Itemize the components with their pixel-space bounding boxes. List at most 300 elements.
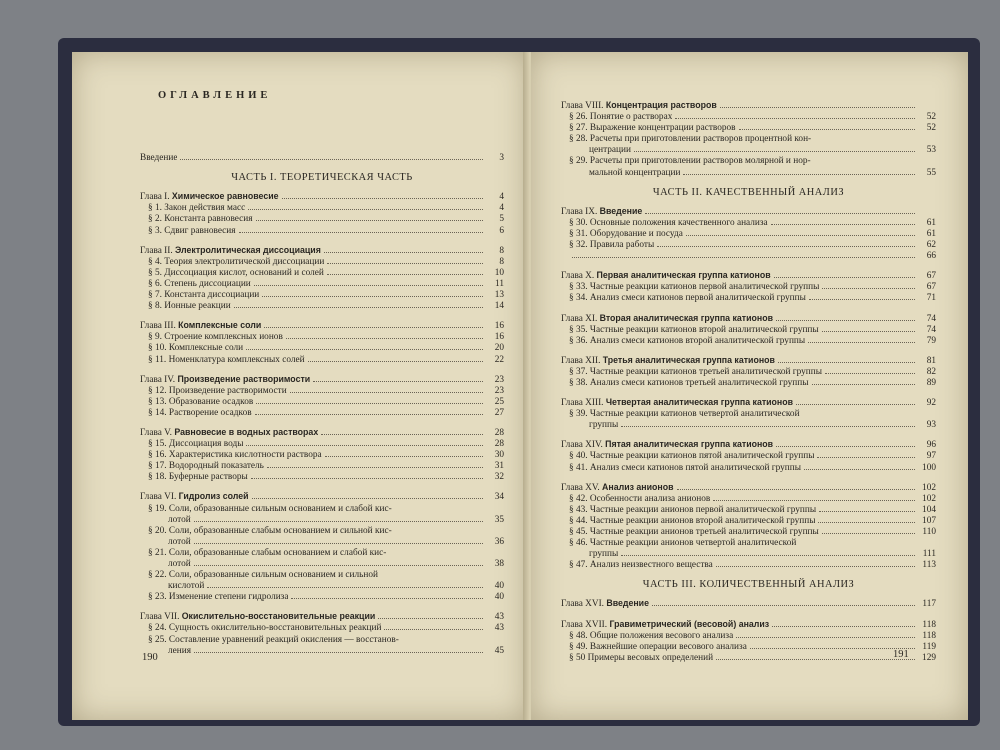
- section-title: § 25. Составление уравнений реакций окисления — восстанов-: [148, 634, 399, 645]
- section-title: § 6. Степень диссоциации: [148, 278, 251, 289]
- chapter-entry[interactable]: [561, 206, 936, 218]
- section-entry[interactable]: [140, 472, 504, 483]
- section-title: § 10. Комплексные соли: [148, 343, 244, 354]
- chapter-entry[interactable]: [561, 439, 936, 451]
- section-title: § 50 Примеры весовых определений: [569, 652, 714, 663]
- dot-leader: [251, 478, 483, 479]
- section-title: § 1. Закон действия масс: [148, 203, 246, 214]
- dot-leader: [621, 555, 915, 556]
- section-entry[interactable]: [140, 397, 504, 408]
- dot-leader: [207, 587, 483, 588]
- section-entry[interactable]: [561, 240, 936, 251]
- chapter-title: [140, 374, 310, 386]
- section-entry[interactable]: [561, 336, 936, 347]
- chapter-title: [561, 206, 642, 218]
- section-page: 31: [494, 461, 504, 472]
- section-entry[interactable]: [561, 538, 936, 549]
- section-page: 14: [494, 301, 504, 312]
- section-page: 53: [926, 145, 936, 156]
- section-entry[interactable]: [561, 409, 936, 420]
- dot-leader: [736, 637, 915, 638]
- chapter-title: [561, 100, 717, 112]
- section-title: § 49. Важнейшие операции весового анализа: [569, 641, 747, 652]
- dot-leader: [739, 129, 915, 130]
- chapter-title: [561, 313, 773, 325]
- section-entry[interactable]: [561, 134, 936, 145]
- dot-leader: [808, 342, 915, 343]
- section-entry[interactable]: [561, 218, 936, 229]
- chapter-name: Четвертая аналитическая группа катионов: [605, 397, 794, 408]
- section-title: § 48. Общие положения весового анализа: [569, 630, 734, 641]
- left-page: [72, 52, 527, 720]
- section-entry[interactable]: [140, 257, 504, 268]
- section-entry[interactable]: [561, 367, 936, 378]
- right-page: [531, 52, 968, 720]
- dot-leader: [645, 213, 915, 214]
- section-page: 89: [926, 377, 936, 388]
- section-entry[interactable]: [140, 623, 504, 634]
- section-title: § 28. Расчеты при приготовлении растворов процентной кон-: [569, 134, 812, 145]
- section-title-continued: мальной концентрации: [589, 167, 681, 178]
- section-title: § 33. Частные реакции катионов первой аналитической группы: [569, 282, 820, 293]
- dot-leader: [262, 296, 483, 297]
- section-entry[interactable]: [140, 592, 504, 603]
- section-title: § 8. Ионные реакции: [148, 301, 231, 312]
- chapter-title: [561, 397, 793, 409]
- dot-leader: [812, 384, 916, 385]
- section-entry[interactable]: [561, 463, 936, 474]
- dot-leader: [256, 220, 483, 221]
- section-entry[interactable]: [140, 214, 504, 225]
- chapter-prefix: Глава II.: [140, 245, 173, 256]
- section-page: 30: [494, 450, 504, 461]
- section-entry[interactable]: [140, 355, 504, 366]
- chapter-title: [140, 191, 279, 203]
- section-entry[interactable]: [140, 526, 504, 537]
- section-entry[interactable]: [561, 560, 936, 571]
- section-entry[interactable]: [561, 123, 936, 134]
- section-page: 82: [926, 366, 936, 377]
- section-page: 102: [922, 493, 936, 504]
- dot-leader: [720, 107, 915, 108]
- chapter-page: 67: [926, 271, 936, 282]
- dot-leader: [252, 498, 483, 499]
- section-page: 25: [494, 396, 504, 407]
- section-entry[interactable]: [561, 378, 936, 389]
- section-page: 100: [922, 462, 936, 473]
- section-page: 22: [494, 354, 504, 365]
- section-title: § 2. Константа равновесия: [148, 214, 253, 225]
- section-entry[interactable]: [561, 516, 936, 527]
- section-page: 118: [922, 630, 936, 641]
- section-page: 71: [926, 293, 936, 304]
- dot-leader: [384, 629, 483, 630]
- section-page: 11: [495, 278, 504, 289]
- chapter-prefix: Глава XIV.: [561, 440, 603, 451]
- section-page: 52: [926, 112, 936, 123]
- chapter-entry[interactable]: [140, 374, 504, 386]
- dot-leader: [246, 445, 483, 446]
- section-entry[interactable]: [140, 386, 504, 397]
- dot-leader: [796, 404, 915, 405]
- dot-leader: [378, 618, 483, 619]
- dot-leader: [809, 299, 915, 300]
- dot-leader: [194, 565, 483, 566]
- dot-leader: [822, 533, 915, 534]
- section-page: 113: [922, 560, 936, 571]
- section-page: 74: [926, 324, 936, 335]
- chapter-entry[interactable]: [140, 320, 504, 332]
- section-title-continued: лотой: [168, 559, 191, 569]
- chapter-page: 81: [926, 355, 936, 366]
- chapter-name: Гравиметрический (весовой) анализ: [609, 618, 770, 629]
- section-page: 36: [494, 536, 504, 547]
- chapter-prefix: Глава I.: [140, 192, 170, 203]
- section-entry-continued[interactable]: [561, 145, 936, 156]
- section-title: § 31. Оборудование и посуда: [569, 228, 683, 239]
- chapter-page: 92: [926, 398, 936, 409]
- section-page: 5: [499, 214, 504, 225]
- chapter-entry[interactable]: [561, 598, 936, 610]
- dot-leader: [677, 489, 915, 490]
- section-page: 43: [494, 623, 504, 634]
- section-entry-continued[interactable]: [140, 646, 504, 657]
- section-title: § 7. Константа диссоциации: [148, 290, 260, 301]
- chapter-entry[interactable]: [140, 427, 504, 439]
- section-entry[interactable]: [140, 450, 504, 461]
- section-page: 104: [922, 504, 936, 515]
- chapter-prefix: Глава X.: [561, 271, 595, 282]
- dot-leader: [683, 174, 915, 175]
- chapter-prefix: Глава IV.: [140, 374, 176, 385]
- chapter-prefix: Глава VIII.: [561, 101, 604, 111]
- chapter-page: 28: [494, 427, 504, 438]
- section-title-continued: лотой: [168, 514, 191, 525]
- section-title: § 14. Растворение осадков: [148, 407, 252, 418]
- dot-leader: [716, 566, 915, 567]
- dot-leader: [572, 257, 915, 258]
- section-entry[interactable]: [140, 343, 504, 354]
- chapter-entry[interactable]: [561, 397, 936, 409]
- chapter-page: 117: [922, 599, 936, 610]
- part-heading: ЧАСТЬ I. ТЕОРЕТИЧЕСКАЯ ЧАСТЬ: [231, 172, 413, 184]
- section-page: 110: [922, 527, 936, 537]
- toc-left: [140, 90, 504, 657]
- chapter-prefix: Глава III.: [140, 321, 176, 332]
- chapter-page: 4: [499, 192, 504, 203]
- dot-leader: [180, 159, 483, 160]
- dot-leader: [818, 522, 915, 523]
- chapter-name: Гидролиз солей: [178, 491, 249, 502]
- section-entry[interactable]: [561, 642, 936, 653]
- section-entry[interactable]: [140, 635, 504, 646]
- section-title: § 30. Основные положения качественного анализа: [569, 217, 768, 228]
- section-entry-continued[interactable]: [561, 549, 936, 560]
- toc-title: ОГЛАВЛЕНИЕ: [158, 90, 272, 101]
- chapter-name: Анализ анионов: [602, 481, 674, 492]
- section-title: § 12. Произведение растворимости: [148, 385, 287, 396]
- section-entry[interactable]: [561, 494, 936, 505]
- dot-leader: [817, 457, 915, 458]
- section-title: § 23. Изменение степени гидролиза: [148, 592, 289, 603]
- dot-leader: [255, 414, 483, 415]
- section-entry-continued[interactable]: [140, 581, 504, 592]
- dot-leader: [621, 426, 915, 427]
- chapter-name: Химическое равновесие: [171, 191, 279, 202]
- chapter-prefix: Глава VII.: [140, 612, 180, 623]
- section-page: 107: [922, 515, 936, 526]
- section-page: 61: [926, 228, 936, 239]
- dot-leader: [634, 151, 915, 152]
- dot-leader: [713, 500, 915, 501]
- section-entry[interactable]: [140, 548, 504, 559]
- section-title: § 20. Соли, образованные слабым основанием и сильной кис-: [148, 525, 392, 536]
- chapter-entry[interactable]: [561, 313, 936, 325]
- dot-leader: [822, 331, 915, 332]
- dot-leader: [716, 659, 915, 660]
- chapter-entry[interactable]: [561, 482, 936, 494]
- chapter-page: 8: [499, 245, 504, 256]
- section-entry[interactable]: [140, 408, 504, 419]
- chapter-entry[interactable]: [561, 100, 936, 112]
- section-page: 32: [494, 472, 504, 483]
- section-title: § 17. Водородный показатель: [148, 461, 264, 472]
- chapter-page: 96: [926, 440, 936, 451]
- section-entry[interactable]: [140, 226, 504, 237]
- chapter-title: [561, 598, 649, 610]
- chapter-prefix: Глава XVI.: [561, 599, 605, 610]
- chapter-page: 118: [922, 619, 936, 630]
- dot-leader: [246, 349, 483, 350]
- section-entry[interactable]: [140, 332, 504, 343]
- section-title: § 40. Частные реакции катионов пятой аналитической группы: [569, 451, 815, 462]
- section-entry[interactable]: [140, 439, 504, 450]
- section-entry[interactable]: [140, 290, 504, 301]
- section-title: § 5. Диссоциация кислот, оснований и солей: [148, 267, 324, 278]
- section-entry[interactable]: [140, 504, 504, 515]
- section-title: § 29. Расчеты при приготовлении растворов молярной и нор-: [569, 156, 811, 167]
- section-title: § 45. Частные реакции анионов третьей аналитической группы: [569, 527, 819, 537]
- section-title-continued: кислотой: [168, 581, 205, 592]
- section-page: 6: [499, 225, 504, 236]
- dot-leader: [194, 521, 483, 522]
- dot-leader: [327, 263, 483, 264]
- chapter-title: [561, 619, 769, 631]
- chapter-entry[interactable]: [140, 245, 504, 257]
- dot-leader: [776, 446, 915, 447]
- dot-leader: [321, 434, 483, 435]
- section-page: 55: [926, 167, 936, 178]
- section-title-continued: лотой: [168, 536, 191, 547]
- section-page: 23: [494, 385, 504, 396]
- page-number-right: 191: [893, 649, 909, 660]
- section-title: § 35. Частные реакции катионов второй аналитической группы: [569, 324, 819, 335]
- chapter-title: [140, 427, 318, 439]
- section-entry[interactable]: [561, 653, 936, 664]
- section-page: 67: [926, 282, 936, 293]
- section-title-continued: ления: [168, 645, 191, 656]
- chapter-title: [140, 245, 321, 257]
- section-title-continued: группы: [589, 549, 619, 560]
- section-page: 119: [922, 641, 936, 652]
- chapter-name: Равновесие в водных растворах: [174, 426, 319, 437]
- section-title: § 42. Особенности анализа анионов: [569, 493, 711, 504]
- dot-leader: [234, 307, 483, 308]
- chapter-name: Электролитическая диссоциация: [175, 244, 321, 255]
- section-title: § 32. Правила работы: [569, 240, 655, 251]
- dot-leader: [675, 118, 915, 119]
- section-title: § 38. Анализ смеси катионов третьей аналитической группы: [569, 377, 809, 388]
- dot-leader: [313, 381, 483, 382]
- section-title: § 19. Соли, образованные сильным основанием и слабой кис-: [148, 503, 392, 514]
- section-entry[interactable]: [140, 279, 504, 290]
- dot-leader: [750, 648, 915, 649]
- section-page: 10: [494, 267, 504, 278]
- dot-leader: [239, 232, 483, 233]
- dot-leader: [804, 469, 915, 470]
- section-page: 16: [494, 332, 504, 343]
- section-entry[interactable]: [561, 451, 936, 462]
- section-page: 52: [926, 123, 936, 134]
- section-entry-continued[interactable]: [561, 420, 936, 431]
- chapter-page: 16: [494, 321, 504, 332]
- dot-leader: [308, 361, 483, 362]
- section-title: § 41. Анализ смеси катионов пятой аналитической группы: [569, 462, 801, 473]
- dot-leader: [778, 362, 915, 363]
- dot-leader: [822, 288, 915, 289]
- section-page: 97: [926, 451, 936, 462]
- chapter-entry[interactable]: [140, 491, 504, 503]
- section-title: § 3. Сдвиг равновесия: [148, 225, 236, 236]
- dot-leader: [324, 252, 483, 253]
- section-page: 20: [494, 343, 504, 354]
- section-entry[interactable]: [561, 229, 936, 240]
- chapter-prefix: Глава XV.: [561, 482, 600, 493]
- chapter-entry[interactable]: [140, 611, 504, 623]
- chapter-prefix: Глава XIII.: [561, 398, 604, 409]
- section-entry[interactable]: [561, 293, 936, 304]
- dot-leader: [652, 605, 915, 606]
- section-entry[interactable]: [561, 282, 936, 293]
- section-title: § 24. Сущность окислительно-восстановительных реакций: [148, 623, 382, 634]
- section-entry[interactable]: [140, 461, 504, 472]
- section-title-continued: центрации: [589, 145, 631, 156]
- page-number-left: 190: [142, 652, 158, 663]
- dot-leader: [248, 209, 483, 210]
- section-page: 13: [494, 290, 504, 301]
- dot-leader: [267, 467, 483, 468]
- chapter-entry[interactable]: [561, 270, 936, 282]
- chapter-entry[interactable]: [561, 619, 936, 631]
- chapter-prefix: Глава XII.: [561, 355, 601, 366]
- section-title: § 9. Строение комплексных ионов: [148, 332, 283, 343]
- chapter-entry[interactable]: [561, 355, 936, 367]
- section-page: 45: [494, 645, 504, 656]
- section-entry[interactable]: [561, 505, 936, 516]
- chapter-title: [140, 320, 261, 332]
- chapter-name: Вторая аналитическая группа катионов: [599, 312, 773, 323]
- chapter-title: [561, 355, 775, 367]
- dot-leader: [291, 598, 483, 599]
- section-title: § 43. Частные реакции анионов первой аналитической группы: [569, 504, 817, 515]
- section-page: 28: [494, 439, 504, 450]
- chapter-name: Произведение растворимости: [177, 373, 311, 384]
- dot-leader: [327, 274, 483, 275]
- section-entry[interactable]: [140, 203, 504, 214]
- section-entry[interactable]: [561, 631, 936, 642]
- intro-page: 3: [499, 153, 504, 164]
- section-page: 8: [499, 256, 504, 267]
- part-heading: ЧАСТЬ III. КОЛИЧЕСТВЕННЫЙ АНАЛИЗ: [642, 579, 855, 591]
- section-title: § 27. Выражение концентрации растворов: [569, 123, 736, 134]
- section-entry-continued[interactable]: [140, 537, 504, 548]
- chapter-page: 23: [494, 374, 504, 385]
- chapter-title: [561, 439, 773, 451]
- section-entry[interactable]: [561, 527, 936, 538]
- intro-label: Введение: [140, 153, 178, 164]
- chapter-entry[interactable]: [140, 191, 504, 203]
- section-entry[interactable]: [140, 268, 504, 279]
- section-title: § 22. Соли, образованные сильным основанием и сильной: [148, 570, 378, 581]
- section-entry[interactable]: [561, 325, 936, 336]
- section-entry-continued[interactable]: [140, 515, 504, 526]
- dot-leader: [282, 198, 483, 199]
- section-entry[interactable]: [140, 301, 504, 312]
- chapter-title: [561, 270, 771, 282]
- section-title: § 21. Соли, образованные слабым основанием и слабой кис-: [148, 547, 387, 558]
- section-page: 35: [494, 514, 504, 525]
- chapter-name: Введение: [599, 205, 643, 216]
- dot-leader: [657, 246, 915, 247]
- section-page: 40: [494, 592, 504, 603]
- section-title: § 46. Частные реакции анионов четвертой аналитической: [569, 538, 797, 549]
- section-entry-continued[interactable]: [561, 168, 936, 179]
- chapter-page: 34: [494, 492, 504, 503]
- section-title: § 18. Буферные растворы: [148, 472, 248, 483]
- dot-leader: [819, 511, 915, 512]
- section-entry[interactable]: [561, 112, 936, 123]
- section-entry[interactable]: [561, 156, 936, 167]
- section-entry-continued[interactable]: [140, 559, 504, 570]
- dot-leader: [825, 373, 915, 374]
- toc-entries-left: [140, 191, 504, 656]
- section-title: § 44. Частные реакции анионов второй аналитической группы: [569, 515, 816, 526]
- chapter-name: Третья аналитическая группа катионов: [602, 354, 775, 365]
- chapter-name: Концентрация растворов: [605, 100, 717, 110]
- part-heading: ЧАСТЬ II. КАЧЕСТВЕННЫЙ АНАЛИЗ: [652, 186, 845, 198]
- dot-leader: [686, 235, 915, 236]
- dot-leader: [774, 277, 915, 278]
- section-title: § 39. Частные реакции катионов четвертой аналитической: [569, 409, 800, 420]
- toc-entries-right: [561, 100, 936, 664]
- chapter-prefix: Глава VI.: [140, 492, 177, 503]
- dot-leader: [776, 320, 915, 321]
- section-title-continued: группы: [589, 420, 619, 431]
- chapter-prefix: Глава XI.: [561, 313, 598, 324]
- dot-leader: [771, 224, 915, 225]
- section-page: 4: [499, 203, 504, 214]
- chapter-name: Окислительно-восстановительные реакции: [181, 611, 376, 622]
- chapter-title: [140, 611, 375, 623]
- section-entry[interactable]: [140, 570, 504, 581]
- chapter-prefix: Глава V.: [140, 427, 172, 438]
- section-entry[interactable]: [561, 251, 936, 262]
- toc-entry-intro[interactable]: [140, 153, 504, 164]
- toc-right: [561, 92, 936, 664]
- section-title: § 34. Анализ смеси катионов первой аналитической группы: [569, 293, 806, 304]
- section-page: 27: [494, 407, 504, 418]
- section-title: § 13. Образование осадков: [148, 396, 254, 407]
